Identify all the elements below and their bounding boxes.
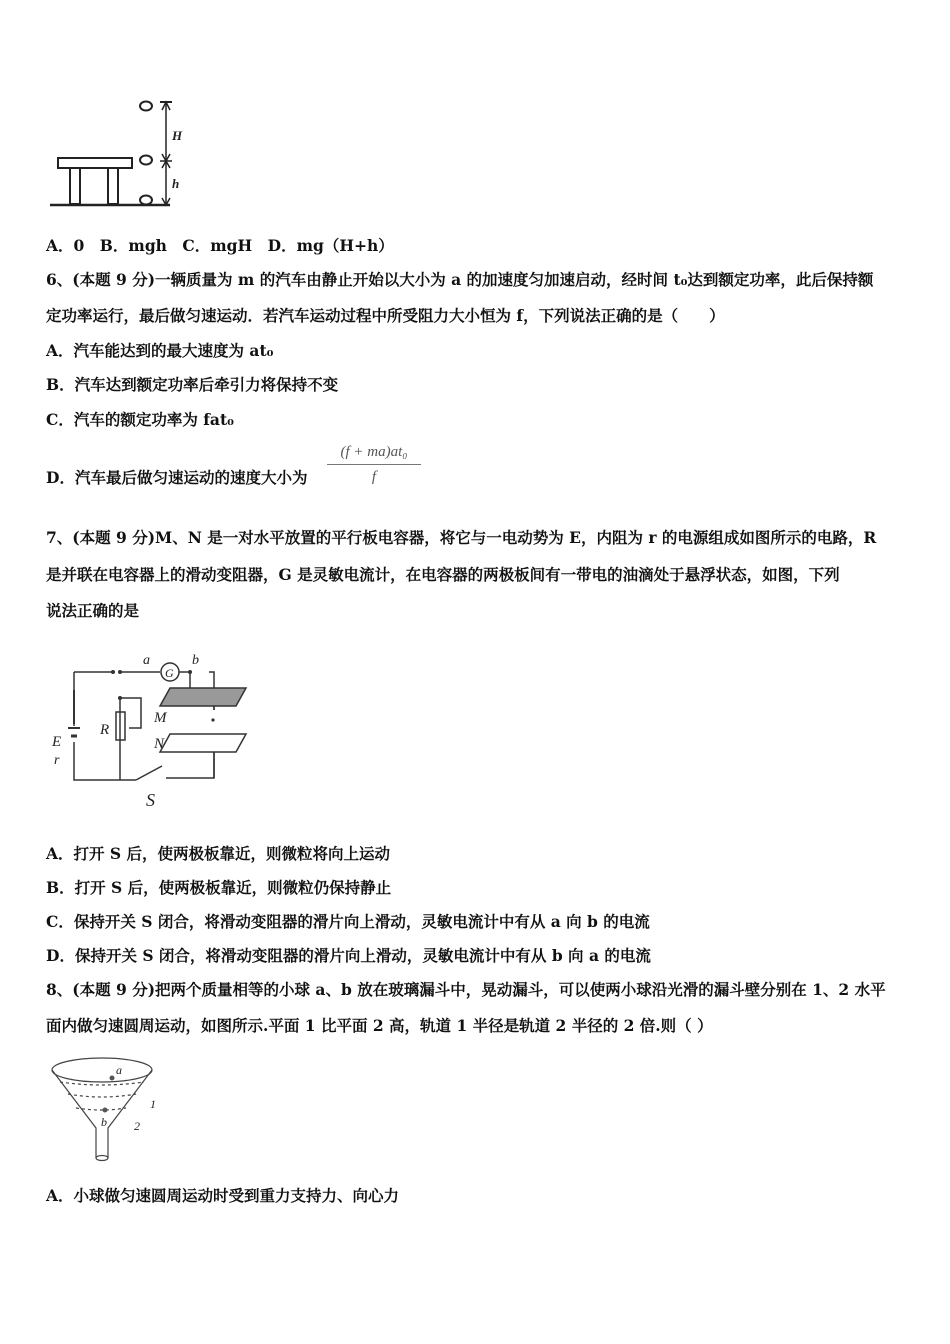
label-a: a — [116, 1063, 122, 1077]
label-a: a — [143, 653, 150, 668]
q7-option-c: C．保持开关 S 闭合，将滑动变阻器的滑片向上滑动，灵敏电流计中有从 a 向 b 的电流 — [46, 912, 650, 931]
q6-stem-line2: 定功率运行，最后做匀速运动．若汽车运动过程中所受阻力大小恒为 f，下列说法正确的是（ ） — [46, 306, 725, 325]
q6-option-d-fraction — [327, 444, 421, 486]
label-N: N — [154, 736, 165, 752]
q6-option-a: A．汽车能达到的最大速度为 at₀ — [46, 341, 274, 360]
q8-option-a: A．小球做匀速圆周运动时受到重力支持力、向心力 — [46, 1186, 400, 1205]
q8-stem-line2: 面内做匀速圆周运动，如图所示.平面 1 比平面 2 高，轨道 1 半径是轨道 2 半径的 2 倍.则（ ） — [46, 1016, 713, 1035]
q7-option-d: D．保持开关 S 闭合，将滑动变阻器的滑片向上滑动，灵敏电流计中有从 b 向 a 的电流 — [46, 946, 651, 965]
q7-stem-line2: 是并联在电容器上的滑动变阻器，G 是灵敏电流计，在电容器的两极板间有一带电的油滴处于悬浮状态，如图，下列 — [46, 565, 840, 584]
q7-stem-line3: 说法正确的是 — [46, 601, 140, 620]
label-G: G — [165, 666, 174, 680]
label-b: b — [101, 1115, 107, 1129]
label-b: b — [192, 653, 199, 668]
label-r: r — [54, 753, 60, 768]
q6-option-b: B．汽车达到额定功率后牵引力将保持不变 — [46, 375, 339, 394]
q8-stem-line1: 8、(本题 9 分)把两个质量相等的小球 a、b 放在玻璃漏斗中，晃动漏斗，可以使两小球沿光滑的漏斗壁分别在 1、2 水平 — [46, 980, 886, 999]
table-ball-figure — [46, 96, 186, 208]
label-1: 1 — [150, 1097, 156, 1111]
label-R: R — [100, 722, 110, 738]
circuit-figure — [46, 650, 261, 810]
q6-stem-line1: 6、(本题 9 分)一辆质量为 m 的汽车由静止开始以大小为 a 的加速度匀加速启动，经时间 t₀达到额定功率，此后保持额 — [46, 270, 874, 289]
q7-option-a: A．打开 S 后，使两极板靠近，则微粒将向上运动 — [46, 844, 391, 863]
label-h: h — [172, 176, 180, 191]
fraction-numerator: (f + ma)at₀ — [327, 444, 421, 465]
q6-option-c: C．汽车的额定功率为 fat₀ — [46, 410, 234, 429]
label-2: 2 — [134, 1119, 140, 1133]
q6-option-d: D．汽车最后做匀速运动的速度大小为 — [46, 468, 308, 487]
label-M: M — [154, 710, 167, 726]
label-H: H — [172, 128, 183, 143]
label-S: S — [146, 790, 155, 810]
q7-option-b: B．打开 S 后，使两极板靠近，则微粒仍保持静止 — [46, 878, 392, 897]
funnel-figure — [46, 1052, 166, 1164]
fraction-denominator: f — [371, 469, 377, 485]
label-E: E — [52, 734, 62, 750]
q7-stem-line1: 7、(本题 9 分)M、N 是一对水平放置的平行板电容器，将它与一电动势为 E，内阻为 r 的电源组成如图所示的电路，R — [46, 528, 877, 547]
q5-options: A．0 B．mgh C．mgH D．mg（H+h） — [46, 236, 394, 255]
